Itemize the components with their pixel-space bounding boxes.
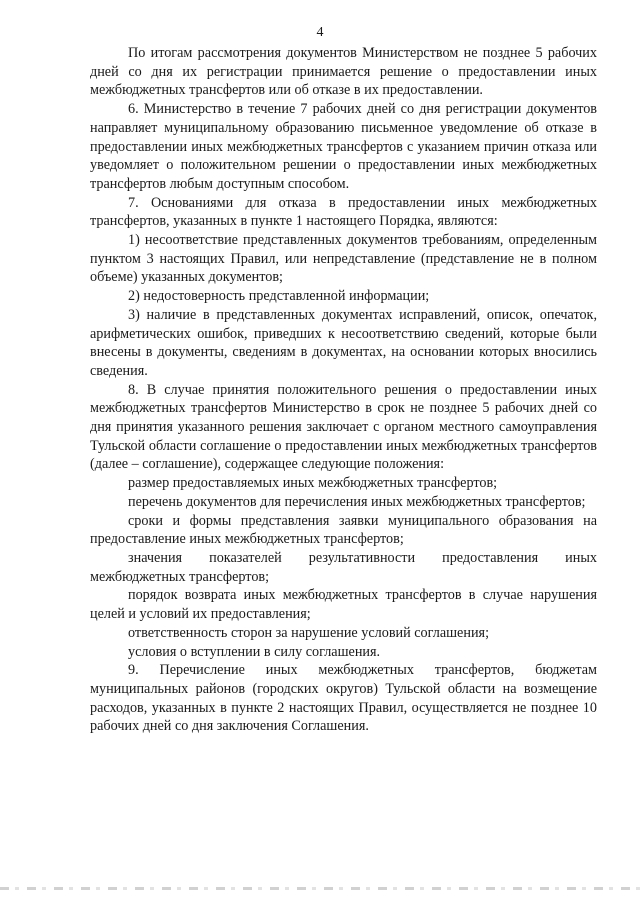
paragraph-8-agreement: 8. В случае принятия положительного решения о предоставлении иных межбюджетных трансфертов Министерство в срок не позднее 5 рабочих дней со дня принятия указанного решения заключает с органом местного самоуправления Тульской области соглашение о предоставлении иных межбюджетных трансфертов (далее – соглашение), содержащее следующие положения: [90, 381, 597, 473]
list-item-amount: размер предоставляемых иных межбюджетных трансфертов; [128, 475, 498, 492]
paragraph-9-transfer: 9. Перечисление иных межбюджетных трансфертов, бюджетам муниципальных районов (городских округов) Тульской области на возмещение расходов, указанных в пункте 2 настоящих Правил, осуществляется не позднее 10 рабочих дней со дня заключения Соглашения. [90, 662, 597, 735]
paragraph-review-decision: По итогам рассмотрения документов Министерством не позднее 5 рабочих дней со дня их регистрации принимается решение о предоставлении иных межбюджетных трансфертов или об отказе в их предоставлении. [90, 45, 597, 99]
document-body [90, 44, 597, 736]
list-item-application-terms: сроки и формы представления заявки муниципального образования на предоставление иных межбюджетных трансфертов; [90, 512, 597, 548]
list-item-performance-indicators: значения показателей результативности предоставления иных межбюджетных трансфертов; [90, 549, 597, 585]
list-item-refund-procedure: порядок возврата иных межбюджетных трансфертов в случае нарушения целей и условий их предоставления; [90, 587, 597, 623]
list-item-entry-into-force: условия о вступлении в силу соглашения. [128, 643, 381, 660]
list-item-documents: перечень документов для перечисления иных межбюджетных трансфертов; [128, 493, 586, 510]
list-item-ground-1: 1) несоответствие представленных документов требованиям, определенным пунктом 3 настоящих Правил, или непредставление (представление не в полном объеме) указанных документов; [90, 232, 597, 286]
list-item-ground-3: 3) наличие в представленных документах исправлений, описок, опечаток, арифметических ошибок, приведших к несоответствию сведений, которые были внесены в документы, сведениям в документах, на основании которых вносились сведения. [90, 306, 597, 379]
paragraph-6-notification: 6. Министерство в течение 7 рабочих дней со дня регистрации документов направляет муниципальному образованию письменное уведомление об отказе в предоставлении иных межбюджетных трансфертов с указанием причин отказа или уведомляет о положительном решении о предоставлении иных межбюджетных трансфертов любым доступным способом. [90, 101, 597, 192]
list-item-responsibility: ответственность сторон за нарушение условий соглашения; [128, 624, 490, 641]
page-number: 4 [316, 25, 324, 40]
list-item-ground-2: 2) недостоверность представленной информации; [128, 288, 430, 305]
scan-edge-artifact [0, 887, 640, 890]
paragraph-7-refusal-grounds: 7. Основаниями для отказа в предоставлении иных межбюджетных трансфертов, указанных в пункте 1 настоящего Порядка, являются: [90, 194, 597, 230]
